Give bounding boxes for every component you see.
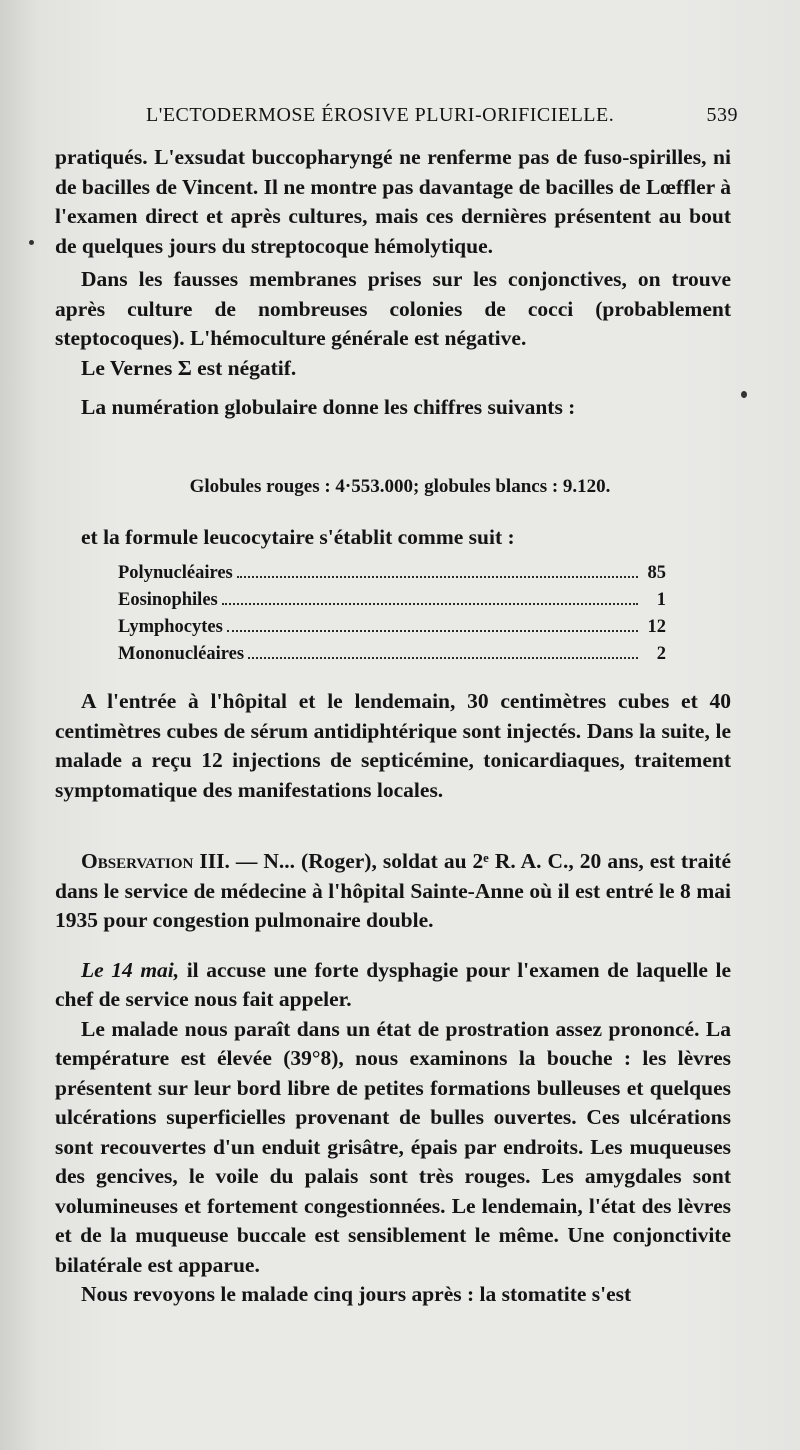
formula-label: Mononucléaires — [118, 644, 245, 664]
dysphagie-text: il accuse une forte dysphagie pour l'examen de laquelle le chef de service nous fait appeler. — [55, 957, 732, 1011]
blood-count-line: Globules rouges : 4·553.000; globules blancs : 9.120. — [189, 476, 611, 497]
formula-label: Polynucléaires — [118, 563, 233, 583]
formula-row — [118, 644, 666, 671]
text-block-1 — [55, 143, 731, 423]
formula-label: Eosinophiles — [118, 590, 218, 610]
dot-leader — [222, 603, 638, 605]
print-speck — [29, 240, 34, 245]
paragraph-fausses-membranes: Dans les fausses membranes prises sur les conjonctives, on trouve après culture de nombreuses colonies de cocci (probablement steptocoques). L'hémoculture générale est négative. — [55, 267, 731, 350]
page-number: 539 — [706, 104, 738, 126]
paragraph-dysphagie — [55, 956, 731, 1015]
text-block-3 — [55, 687, 731, 805]
dot-leader — [248, 657, 638, 659]
formula-row — [118, 563, 666, 590]
formula-row — [118, 617, 666, 644]
formula-label: Lymphocytes — [118, 617, 223, 637]
paragraph-exsudat: pratiqués. L'exsudat buccopharyngé ne renferme pas de fuso-spirilles, ni de bacilles de Vincent. Il ne montre pas davantage de bacilles de Lœffler à l'examen direct et après cultures, mais ces dernières présentent au bout de quelques jours du streptocoque hémolytique. — [55, 145, 731, 258]
paragraph-revoyons: Nous revoyons le malade cinq jours après : la stomatite s'est — [81, 1282, 632, 1306]
formula-value: 85 — [647, 563, 666, 583]
text-block-2 — [55, 523, 731, 553]
dot-leader — [237, 576, 638, 578]
paragraph-examen: Le malade nous paraît dans un état de prostration assez prononcé. La température est élevée (39°8), nous examinons la bouche : les lèvres présentent sur leur bord libre de petites formations bulleuses et quelques ulcérations superficielles provenant de bulles ouvertes. Ces ulcérations sont recouvertes d'un enduit grisâtre, épais par endroits. Les muqueuses des gencives, le voile du palais sont très rouges. Les amygdales sont volumineuses et fortement congestionnées. Le lendemain, l'état des lèvres et de la muqueuse buccale est sensiblement le même. Une conjonctivite bilatérale est apparue. — [55, 1016, 731, 1277]
observation-block — [55, 847, 731, 1310]
paragraph-observation-intro — [55, 847, 731, 936]
formula-value: 2 — [656, 644, 666, 664]
formula-row — [118, 590, 666, 617]
date-14-mai: Le 14 mai, — [81, 957, 180, 982]
leukocyte-formula-table — [118, 563, 666, 671]
observation-heading: Observation III. — [81, 849, 230, 873]
paragraph-numeration: La numération globulaire donne les chiffres suivants : — [81, 395, 576, 419]
paragraph-serum: A l'entrée à l'hôpital et le lendemain, 30 centimètres cubes et 40 centimètres cubes de sérum antidiphtérique sont injectés. Dans la suite, le malade a reçu 12 injections de septicémine, tonicardiaques, traitement symptomatique des manifestations locales. — [55, 689, 731, 802]
print-speck — [741, 391, 747, 398]
running-header — [146, 104, 738, 134]
formula-value: 1 — [656, 590, 666, 610]
paragraph-formule: et la formule leucocytaire s'établit comme suit : — [81, 525, 515, 549]
running-title: L'ECTODERMOSE ÉROSIVE PLURI-ORIFICIELLE. — [146, 104, 615, 126]
formula-value: 12 — [647, 617, 666, 637]
dot-leader — [227, 630, 638, 632]
paragraph-vernes: Le Vernes Σ est négatif. — [81, 355, 297, 380]
observation-intro-text: — N... (Roger), soldat au 2ᵉ R. A. C., 20 ans, est traité dans le service de médecine à l'hôpital Sainte-Anne où il est entré le 8 mai 1935 pour congestion pulmonaire double. — [55, 849, 731, 932]
